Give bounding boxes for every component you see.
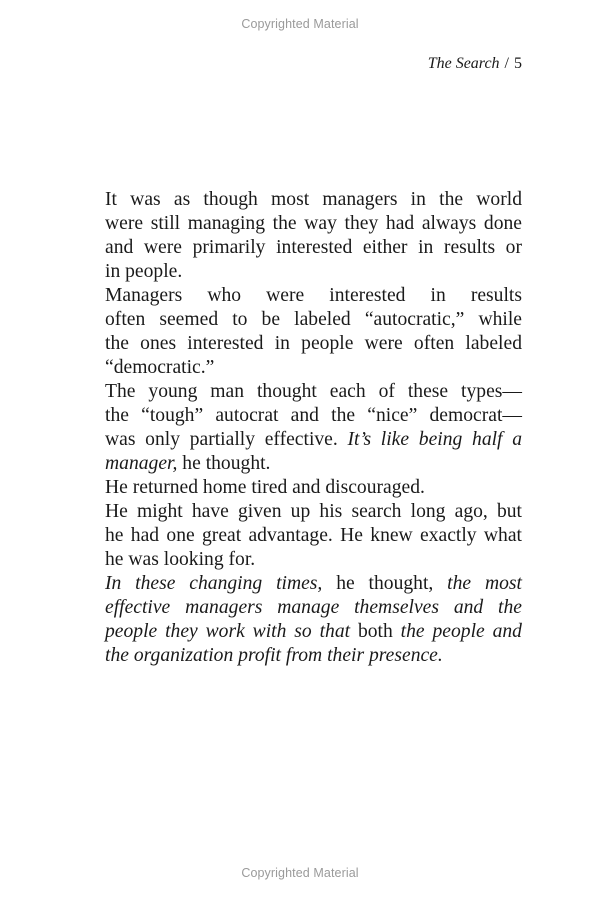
- text-line: effective managers manage themselves and the: [105, 597, 522, 618]
- chapter-title: The Search: [427, 55, 500, 72]
- text-line: in people.: [105, 261, 183, 282]
- text-line: he had one great advantage. He knew exactly what: [105, 525, 522, 546]
- text-line: [78, 620, 522, 644]
- italic-run: In these changing times,: [105, 573, 323, 594]
- copyright-watermark-top: Copyrighted Material: [241, 17, 359, 31]
- italic-run: It’s like being half a: [347, 429, 523, 450]
- text-run: both: [357, 621, 393, 642]
- body-text: [78, 188, 522, 668]
- text-line: He might have given up his search long ago, but: [105, 501, 522, 522]
- italic-run: the people and: [400, 621, 522, 642]
- text-line: [78, 572, 522, 596]
- text-line: The young man thought each of these types—: [105, 381, 522, 402]
- text-line: [78, 452, 522, 476]
- page-number: 5: [514, 55, 522, 72]
- paragraph-6: [78, 572, 522, 668]
- text-line: “democratic.”: [105, 357, 215, 378]
- italic-run: people they work with so that: [105, 621, 351, 642]
- italic-run: the most: [447, 573, 522, 594]
- text-line: and were primarily interested either in results or: [105, 237, 522, 258]
- text-line: were still managing the way they had always done: [105, 213, 522, 234]
- text-line: often seemed to be labeled “autocratic,” while: [105, 309, 522, 330]
- paragraph-2: [78, 284, 522, 380]
- text-line: Managers who were interested in results: [105, 285, 522, 306]
- copyright-watermark-bottom: Copyrighted Material: [241, 866, 359, 880]
- paragraph-5: [78, 500, 522, 572]
- text-line: He returned home tired and discouraged.: [105, 477, 425, 498]
- text-line: the “tough” autocrat and the “nice” democrat—: [105, 405, 522, 426]
- running-head-separator: /: [504, 55, 509, 72]
- text-run: he thought,: [336, 573, 434, 594]
- running-head: [428, 55, 522, 73]
- text-line: It was as though most managers in the world: [105, 189, 522, 210]
- text-line: the organization profit from their presence.: [105, 645, 443, 666]
- paragraph-3: [78, 380, 522, 476]
- text-line: the ones interested in people were often labeled: [105, 333, 522, 354]
- text-line: [78, 428, 522, 452]
- italic-run: manager,: [105, 453, 178, 474]
- paragraph-1: [78, 188, 522, 284]
- paragraph-4: [78, 476, 522, 500]
- text-run: he thought.: [182, 453, 271, 474]
- text-run: was only partially effective.: [105, 429, 338, 450]
- text-line: he was looking for.: [105, 549, 256, 570]
